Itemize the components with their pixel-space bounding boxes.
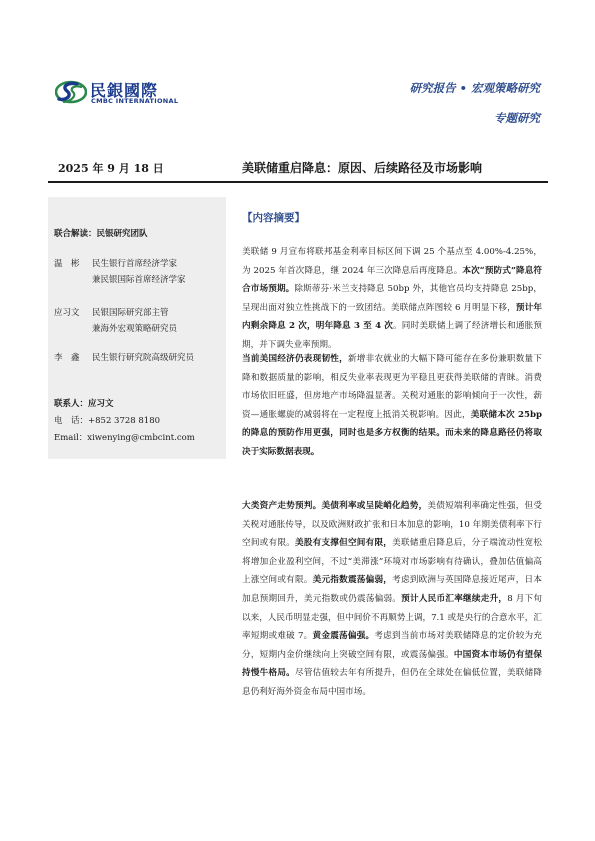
analyst-role: 兼海外宏观策略研究员 xyxy=(92,324,178,334)
paragraph-emphasis: 预计人民币汇率继续走升， xyxy=(401,593,508,604)
analyst-name: 李 鑫 xyxy=(54,353,80,363)
analyst-role: 民银国际研究部主管 xyxy=(92,308,169,318)
paragraph-text: 美债短端利率确定性强，但受关税对通胀传导，以及欧洲财政扩张和日本加息的影响，10 年期美债利率下行空间或有限。 xyxy=(242,501,542,549)
analyst-name: 温 彬 xyxy=(54,259,80,269)
paragraph-emphasis: 黄金震荡偏强。 xyxy=(312,631,375,642)
analyst-role: 民生银行首席经济学家 xyxy=(92,259,178,269)
paragraph-emphasis: 美元指数震荡偏弱， xyxy=(312,575,393,586)
paragraph-emphasis: 本次“预防式”降息符合市场预期。 xyxy=(242,265,543,295)
paragraph-text: 除斯蒂芬·米兰支持降息 50bp 外，其他官员均支持降息 25bp，呈现出面对独立性挑战下的一致团结。美联储点阵图较 6 月明显下移， xyxy=(242,284,542,313)
paragraph-emphasis: 中国资本市场仍有望保持慢牛格局。 xyxy=(242,649,542,679)
logo-text-cn: 民銀國際 xyxy=(90,81,159,100)
paragraph-text: 新增非农就业的大幅下降可能存在多份兼职数量下降和数据质量的影响，相反失业率表现更为平稳且更获得美联储的青睐。消费市场依旧旺盛，但房地产市场降温显著。关税对通胀的影响倾向于一次性，薪资—通胀螺旋的减弱将在一定程度上抵消关税影响。因此， xyxy=(242,354,542,420)
analyst-name: 应习文 xyxy=(54,308,80,318)
logo-text-en: CMBC INTERNATIONAL xyxy=(91,97,179,105)
analyst-sidebar xyxy=(48,197,226,459)
abstract-heading: 【内容摘要】 xyxy=(242,212,305,224)
team-label: 联合解读：民银研究团队 xyxy=(54,229,148,239)
report-type: 研究报告 • 宏观策略研究 xyxy=(409,81,540,95)
header-rule xyxy=(48,181,548,183)
paragraph-emphasis: 美联储本次 25bp 的降息的预防作用更强，同时也是多方权衡的结果。而未来的降息路径仍将取决于实际数据表现。 xyxy=(242,409,542,457)
report-date: 2025 年 9 月 18 日 xyxy=(58,162,164,175)
paragraph-text: 8 月下旬以来，人民币明显走强，但中间价不再顺势上调，7.1 或是央行的合意水平，汇率短期或难破 7。 xyxy=(242,593,542,642)
contact-label: 联系人：应习文 xyxy=(54,399,114,409)
logo-mark-icon xyxy=(55,76,87,108)
abstract-paragraph-1 xyxy=(242,243,542,355)
abstract-paragraph-3 xyxy=(242,497,542,702)
paragraph-emphasis: 大类资产走势预判。美债利率或呈陡峭化趋势， xyxy=(242,501,428,511)
paragraph-text: 美联储 9 月宣布将联邦基金利率目标区间下调 25 个基点至 4.00%-4.25%，为 2025 年首次降息，继 2024 年三次降息后再度降息。 xyxy=(242,247,542,276)
paragraph-text: 考虑到当前市场对美联储降息的定价较为充分，短期内金价继续向上突破空间有限，或震荡偏强。 xyxy=(242,631,542,660)
contact-phone: 电 话：+852 3728 8180 xyxy=(54,416,161,426)
company-logo xyxy=(55,76,185,108)
paragraph-text: 。同时美联储上调了经济增长和通胀预期，并下调失业率预期。 xyxy=(242,321,542,350)
analyst-role: 民生银行研究院高级研究员 xyxy=(92,353,195,363)
analyst-role: 兼民银国际首席经济学家 xyxy=(92,275,186,285)
paragraph-emphasis: 美股有支撑但空间有限， xyxy=(294,538,393,549)
paragraph-text: 考虑到欧洲与英国降息接近尾声，日本加息预期回升，美元指数或仍震荡偏弱。 xyxy=(242,575,542,604)
report-title: 美联储重启降息：原因、后续路径及市场影响 xyxy=(242,161,483,175)
paragraph-emphasis: 当前美国经济仍表现韧性， xyxy=(242,354,348,364)
contact-email[interactable]: Email：xiwenying@cmbcint.com xyxy=(54,433,195,443)
abstract-paragraph-2 xyxy=(242,350,542,462)
paragraph-text: 美联储重启降息后，分子端流动性宽松将增加企业盈利空间，不过“美滞涨”环境对市场影响有待确认，叠加估值偏高上涨空间或有限。 xyxy=(242,538,542,586)
paragraph-emphasis: 预计年内剩余降息 2 次，明年降息 3 至 4 次 xyxy=(242,302,542,332)
paragraph-text: 尽管估值较去年有所提升，但仍在全球处在偏低位置，美联储降息仍利好海外资金布局中国市场。 xyxy=(242,668,542,697)
report-subtype: 专题研究 xyxy=(494,111,540,125)
